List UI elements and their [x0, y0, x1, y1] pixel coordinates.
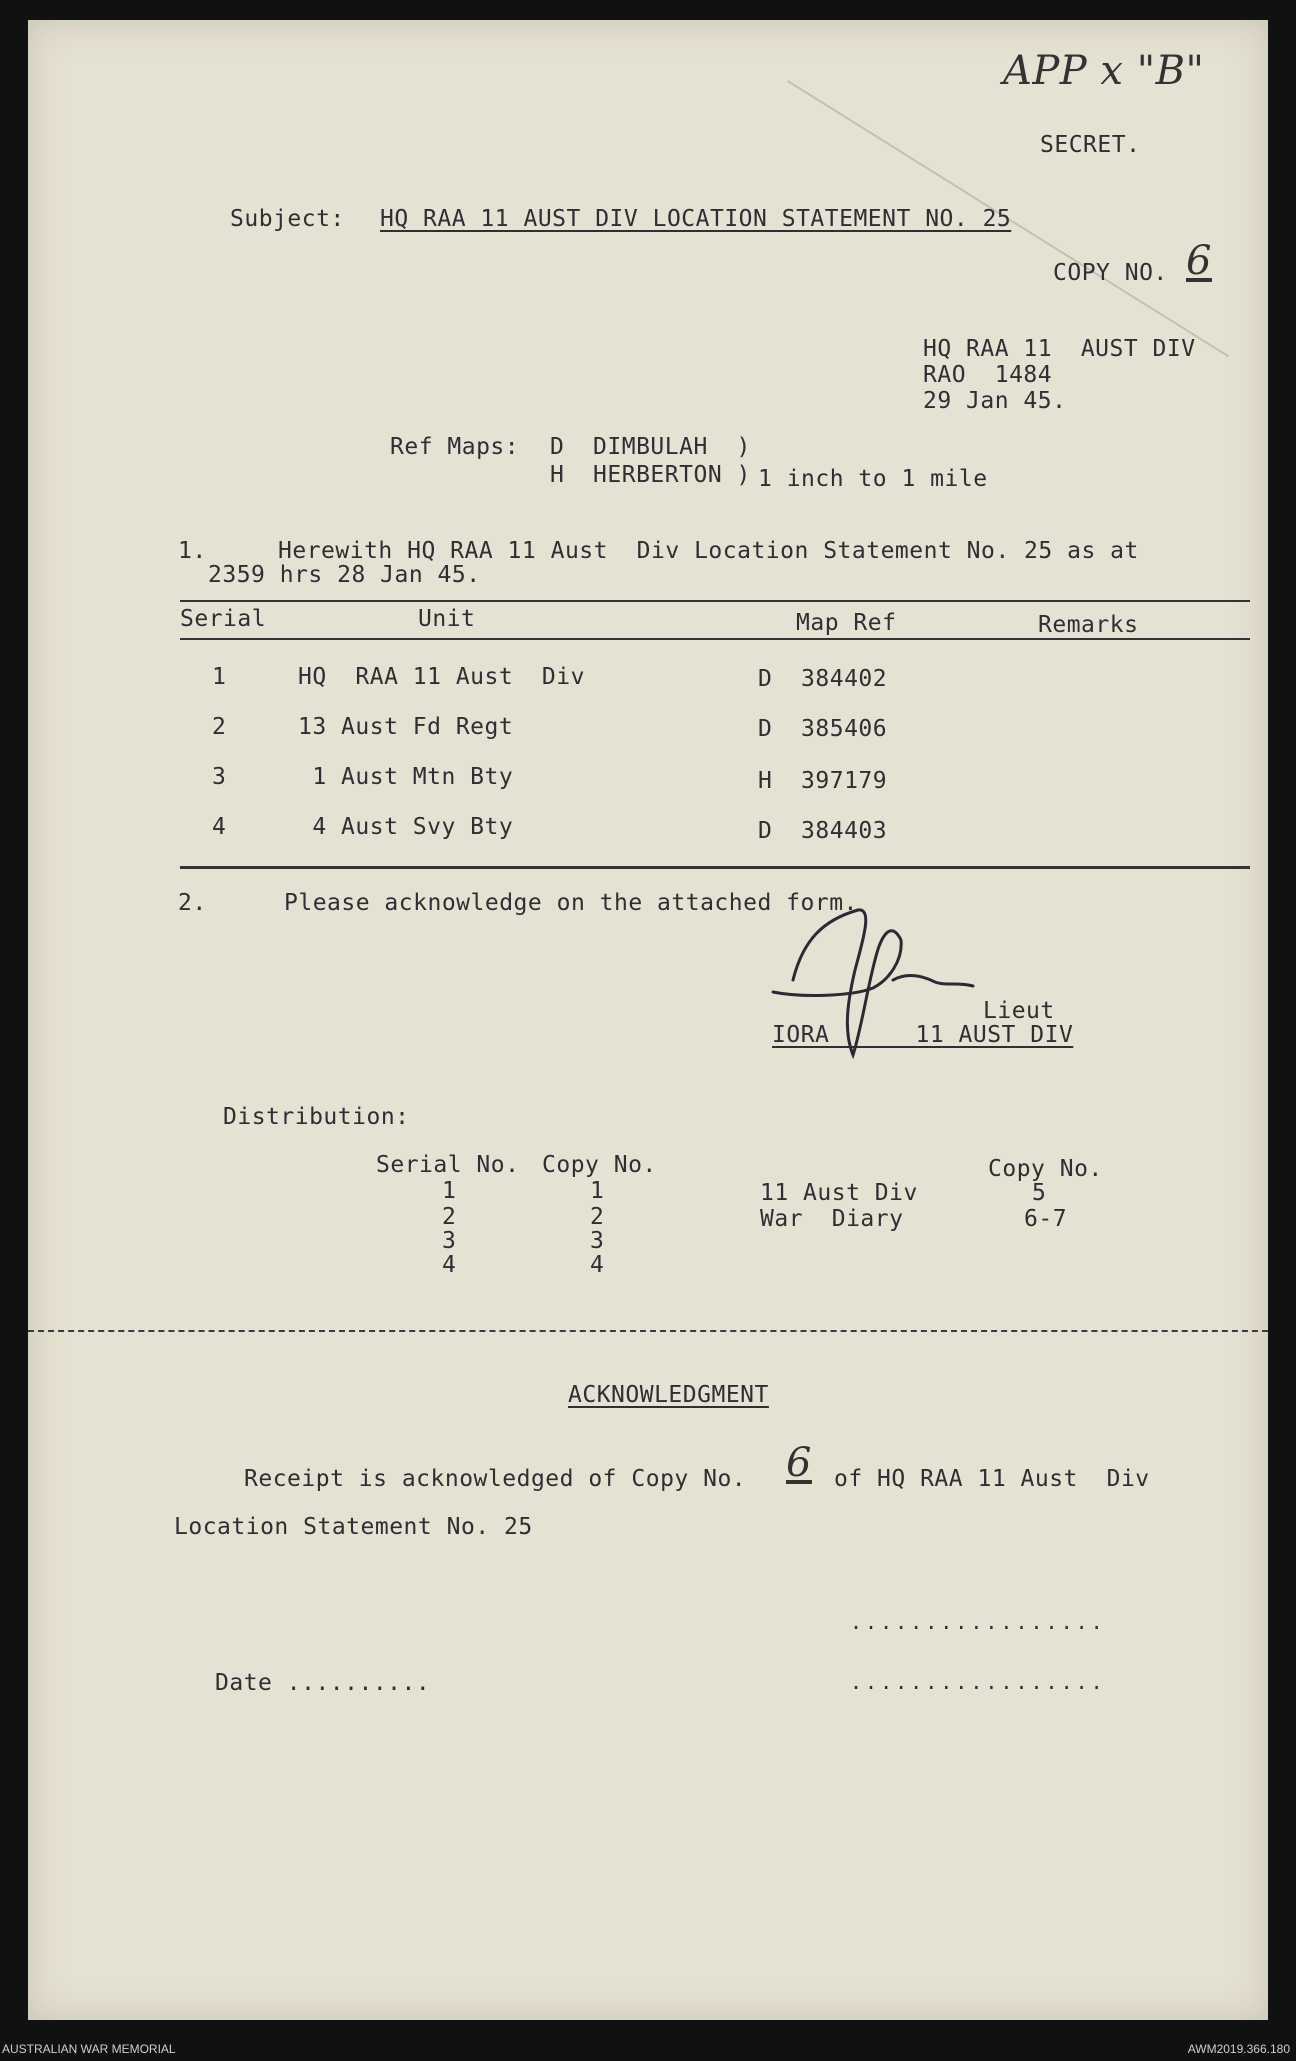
acknowledgment-line-1a: Receipt is acknowledged of Copy No. [244, 1466, 747, 1492]
copy-number-handwritten: 6 [1186, 238, 1212, 284]
acknowledgment-title: ACKNOWLEDGMENT [568, 1382, 769, 1408]
signature-dots: ................. [850, 1610, 1106, 1634]
date-field: Date .......... [215, 1670, 431, 1696]
distribution-copy: 2 [590, 1204, 605, 1230]
table-row-map-ref: D 384402 [758, 666, 888, 692]
handwritten-annotation: APP x "B" [1003, 48, 1205, 94]
table-header-remarks: Remarks [1038, 612, 1139, 638]
signature-rank: Lieut [983, 998, 1055, 1024]
ref-map-1: D DIMBULAH ) [550, 434, 751, 460]
table-row-serial: 3 [212, 764, 227, 790]
appointment-dots: ................. [850, 1670, 1106, 1694]
distribution-copy: 1 [590, 1178, 605, 1204]
table-header-rule [180, 638, 1250, 640]
sender-line-1: HQ RAA 11 AUST DIV [923, 336, 1196, 362]
classification-marking: SECRET. [1040, 132, 1141, 158]
subject-title: HQ RAA 11 AUST DIV LOCATION STATEMENT NO. 25 [380, 206, 1012, 232]
ref-maps-label: Ref Maps: [390, 434, 520, 460]
table-header-map-ref: Map Ref [796, 610, 897, 636]
table-row-unit: 13 Aust Fd Regt [298, 714, 514, 740]
table-top-rule [180, 600, 1250, 602]
sender-date: 29 Jan 45. [923, 388, 1067, 414]
distribution-serial: 1 [442, 1178, 457, 1204]
sender-line-2: RAO 1484 [923, 362, 1053, 388]
distribution-other-name: 11 Aust Div [760, 1180, 918, 1206]
distribution-label: Distribution: [223, 1104, 410, 1130]
tear-off-line [28, 1330, 1268, 1332]
distribution-other-copy: 5 [1032, 1180, 1047, 1206]
footer-left: AUSTRALIAN WAR MEMORIAL [2, 2042, 176, 2056]
document-page [28, 20, 1268, 2020]
ref-map-2: H HERBERTON ) [550, 462, 751, 488]
table-row-unit: HQ RAA 11 Aust Div [298, 664, 585, 690]
acknowledgment-copy-handwritten: 6 [786, 1440, 812, 1486]
table-row-map-ref: D 384403 [758, 818, 888, 844]
para-1-line-1: Herewith HQ RAA 11 Aust Div Location Statement No. 25 as at [278, 538, 1139, 564]
distribution-serial: 4 [442, 1252, 457, 1278]
distribution-serial: 2 [442, 1204, 457, 1230]
table-header-serial: Serial [180, 606, 267, 632]
table-row-unit: 4 Aust Svy Bty [298, 814, 514, 840]
para-1-line-2: 2359 hrs 28 Jan 45. [208, 562, 481, 588]
table-row-serial: 4 [212, 814, 227, 840]
distribution-other-copy: 6-7 [1024, 1206, 1068, 1232]
table-row-serial: 2 [212, 714, 227, 740]
table-header-unit: Unit [418, 606, 476, 632]
table-row-serial: 1 [212, 664, 227, 690]
distribution-copy: 3 [590, 1228, 605, 1254]
copy-number-label: COPY NO. [1053, 260, 1168, 286]
footer-right: AWM2019.366.180 [1187, 2042, 1290, 2056]
distribution-copy: 4 [590, 1252, 605, 1278]
table-bottom-rule [180, 866, 1250, 869]
distribution-other-name: War Diary [760, 1206, 904, 1232]
distribution-header-serial: Serial No. [376, 1152, 520, 1178]
subject-label: Subject: [230, 206, 345, 232]
para-2-text: Please acknowledge on the attached form. [284, 890, 858, 916]
table-row-unit: 1 Aust Mtn Bty [298, 764, 514, 790]
acknowledgment-line-1b: of HQ RAA 11 Aust Div [834, 1466, 1150, 1492]
para-1-number: 1. [178, 538, 207, 564]
distribution-header-copy: Copy No. [542, 1152, 657, 1178]
signature-appointment: IORA 11 AUST DIV [772, 1022, 1074, 1048]
table-row-map-ref: H 397179 [758, 768, 888, 794]
distribution-serial: 3 [442, 1228, 457, 1254]
map-scale: 1 inch to 1 mile [758, 466, 988, 492]
distribution-header-copy-2: Copy No. [988, 1156, 1103, 1182]
acknowledgment-line-2: Location Statement No. 25 [174, 1514, 533, 1540]
table-row-map-ref: D 385406 [758, 716, 888, 742]
para-2-number: 2. [178, 890, 207, 916]
